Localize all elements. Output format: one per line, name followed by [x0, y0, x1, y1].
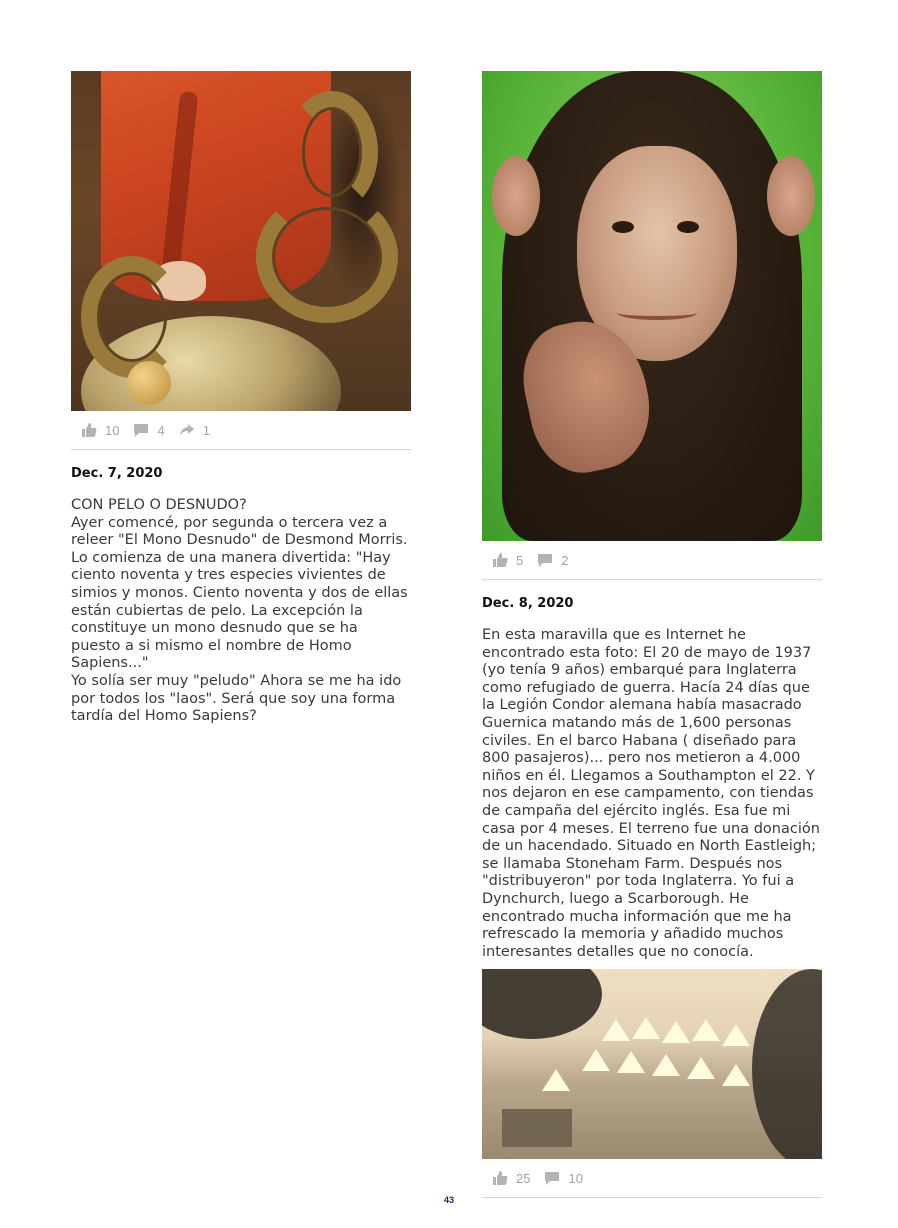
- tent: [692, 1019, 720, 1041]
- post-paragraph: Yo solía ser muy "peludo" Ahora se me ha ido por todos los "laos". Será que soy una forma tardía del Homo Sapiens?: [71, 672, 402, 725]
- serpent-coil: [256, 191, 398, 323]
- tent: [652, 1054, 680, 1076]
- serpent-coil: [81, 256, 183, 378]
- tent: [722, 1064, 750, 1086]
- tent: [722, 1024, 750, 1046]
- reaction-bar: [482, 541, 822, 580]
- thumbs-up-icon: [492, 1170, 508, 1186]
- comment-icon: [537, 552, 553, 568]
- tent: [662, 1021, 690, 1043]
- thumbs-up-icon: [492, 552, 508, 568]
- tent: [632, 1017, 660, 1039]
- post-body: [482, 627, 822, 961]
- like-count: 25: [516, 1170, 531, 1186]
- chimp-eye: [677, 221, 699, 233]
- chimp-ear: [492, 156, 540, 236]
- chimp-ear: [767, 156, 815, 236]
- chimpanzee-image[interactable]: [482, 71, 822, 541]
- like-count: 10: [105, 422, 120, 438]
- tree: [752, 969, 822, 1159]
- reaction-bar: [482, 1159, 822, 1198]
- chimp-mouth: [617, 306, 697, 320]
- tree: [482, 969, 602, 1039]
- left-post: [71, 71, 411, 726]
- share-button[interactable]: [179, 422, 210, 438]
- comment-count: 10: [568, 1170, 583, 1186]
- comment-icon: [133, 422, 149, 438]
- post-paragraph: Ayer comencé, por segunda o tercera vez a releer "El Mono Desnudo" de Desmond Morris. Lo comienza de una manera divertida: "Hay ciento noventa y tres especies vivientes de simios y monos. Ciento noventa y dos de ellas están cubiertas de pelo. La excepción la constituye un mono desnudo que se ha puesto a si mismo el nombre de Homo Sapiens...": [71, 514, 408, 672]
- post-title: CON PELO O DESNUDO?: [71, 497, 247, 513]
- tent: [582, 1049, 610, 1071]
- post-date: Dec. 8, 2020: [482, 596, 574, 611]
- share-count: 1: [202, 422, 210, 438]
- post-body: [71, 497, 411, 726]
- post-date: Dec. 7, 2020: [71, 466, 163, 481]
- tent: [542, 1069, 570, 1091]
- like-button[interactable]: [492, 1170, 530, 1186]
- building: [502, 1109, 572, 1147]
- right-post: [482, 71, 822, 1198]
- thumbs-up-icon: [81, 422, 97, 438]
- comment-icon: [544, 1170, 560, 1186]
- tent: [687, 1057, 715, 1079]
- like-button[interactable]: [81, 422, 119, 438]
- comment-count: 2: [561, 552, 569, 568]
- painting-image[interactable]: [71, 71, 411, 411]
- post-paragraph: En esta maravilla que es Internet he encontrado esta foto: El 20 de mayo de 1937 (yo tenía 9 años) embarqué para Inglaterra como refugiado de guerra. Hacía 24 días que la Legión Condor alemana había masacrado Guernica matando más de 1,600 personas civiles. En el barco Habana ( diseñado para 800 pasajeros)... pero nos metieron a 4.000 niños en él. Llegamos a Southampton el 22. Y nos dejaron en ese campamento, con tiendas de campaña del ejército inglés. Esa fue mi casa por 4 meses. El terreno fue una donación de un hacendado. Situado en North Eastleigh; se llamaba Stoneham Farm. Después nos "distribuyeron" por toda Inglaterra. Yo fui a Dynchurch, luego a Scarborough. He encontrado mucha información que me ha refrescado la memoria y añadido muchos interesantes detalles que no conocía.: [482, 627, 820, 960]
- like-count: 5: [516, 552, 524, 568]
- like-button[interactable]: [492, 552, 523, 568]
- share-icon: [179, 422, 195, 438]
- comment-button[interactable]: [537, 552, 568, 568]
- tent: [602, 1019, 630, 1041]
- page-number: 43: [443, 1195, 454, 1205]
- tent: [617, 1051, 645, 1073]
- comment-button[interactable]: [544, 1170, 582, 1186]
- reaction-bar: [71, 411, 411, 450]
- chimp-eye: [612, 221, 634, 233]
- comment-button[interactable]: [133, 422, 164, 438]
- fruit: [127, 361, 171, 405]
- refugee-camp-photo[interactable]: [482, 969, 822, 1159]
- comment-count: 4: [157, 422, 165, 438]
